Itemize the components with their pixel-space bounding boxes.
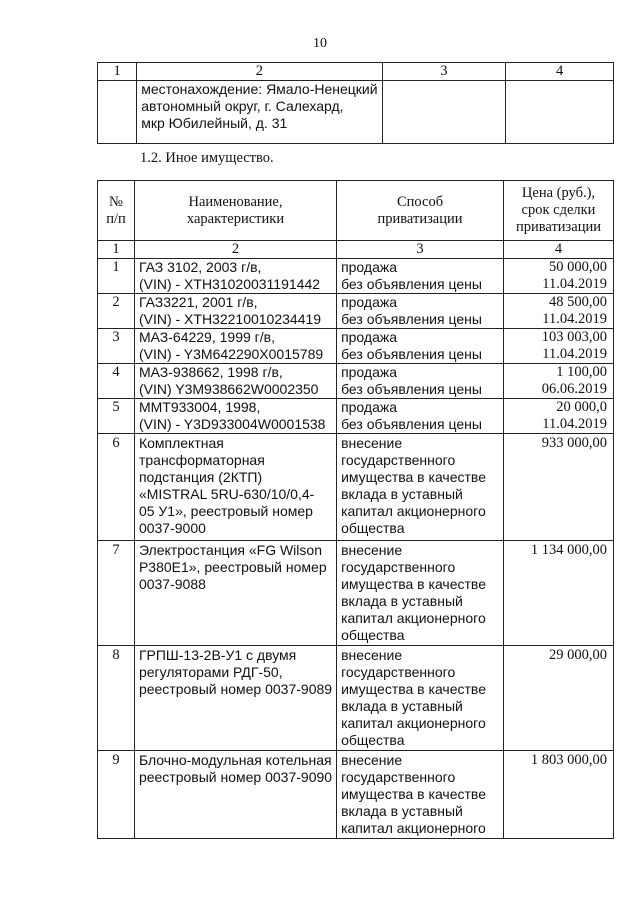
cell-line: без объявления цены: [341, 416, 482, 432]
price-and-date: [503, 434, 613, 541]
cell-line: «MISTRAL 5RU-630/10/0,4-: [138, 486, 315, 502]
item-name: [134, 259, 336, 294]
continued-table: [97, 62, 614, 144]
cell-line: государственного: [341, 559, 456, 575]
table-row: [98, 434, 614, 541]
cell-line: продажа: [341, 329, 398, 345]
cell-line: 11.04.2019: [542, 416, 607, 432]
table-row: [98, 259, 614, 294]
privatization-method: [337, 434, 504, 541]
table-cell: [98, 81, 137, 144]
cell-line: имущества в качестве: [341, 786, 486, 802]
cell-line: реестровый номер 0037-9089: [138, 681, 333, 697]
cell-line: общества: [341, 627, 405, 643]
privatization-method: [337, 751, 504, 839]
cell-line: вклада в уставный: [341, 698, 463, 714]
row-number: 3: [98, 329, 135, 364]
column-number: 4: [503, 241, 613, 259]
cell-line: 103 003,00: [541, 329, 607, 345]
cell-line: продажа: [341, 259, 398, 275]
price-and-date: [503, 751, 613, 839]
location-cell: [137, 81, 382, 144]
cell-line: внесение: [341, 435, 403, 451]
cell-line: капитал акционерного: [341, 715, 486, 731]
header-line: №: [109, 193, 123, 210]
property-table: [97, 180, 614, 839]
header-num: [98, 181, 135, 241]
row-number: 1: [98, 259, 135, 294]
cell-line: МАЗ-938662, 1998 г/в,: [138, 364, 283, 380]
cell-line: внесение: [341, 647, 403, 663]
header-cell: 3: [382, 63, 506, 81]
section-heading: 1.2. Иное имущество.: [140, 150, 274, 166]
cell-line: Электростанция «FG Wilson: [138, 542, 322, 558]
cell-line: подстанция (2КТП): [138, 469, 263, 485]
item-name: [134, 751, 336, 839]
header-line: Цена (руб.),: [521, 185, 596, 201]
cell-line: капитал акционерного: [341, 820, 486, 836]
item-name: [134, 294, 336, 329]
privatization-method: [337, 364, 504, 399]
row-number: 2: [98, 294, 135, 329]
cell-line: имущества в качестве: [341, 469, 486, 485]
cell-line: внесение: [341, 752, 403, 768]
cell-line: продажа: [341, 294, 398, 310]
row-number: 7: [98, 541, 135, 646]
cell-line: трансформаторная: [138, 452, 265, 468]
cell-line: (VIN) - XTH31020031191442: [138, 276, 321, 292]
header-line: приватизации: [377, 210, 463, 227]
cell-line: без объявления цены: [341, 381, 482, 397]
header-cell: 1: [98, 63, 137, 81]
cell-line: ГАЗ3221, 2001 г/в,: [138, 294, 258, 310]
header-line: характеристики: [186, 210, 285, 227]
cell-line: 29 000,00: [549, 647, 607, 663]
header-price: [503, 181, 613, 241]
cell-line: 933 000,00: [541, 435, 607, 451]
price-and-date: [503, 399, 613, 434]
item-name: [134, 399, 336, 434]
privatization-method: [337, 399, 504, 434]
cell-line: ММТ933004, 1998,: [138, 399, 261, 415]
cell-line: 1 803 000,00: [530, 752, 607, 768]
header-line: Наименование,: [188, 193, 283, 210]
column-number: 2: [134, 241, 336, 259]
table-row: [98, 399, 614, 434]
cell-line: продажа: [341, 399, 398, 415]
cell-line: 11.04.2019: [542, 346, 607, 362]
cell-line: капитал акционерного: [341, 503, 486, 519]
table-row: [98, 646, 614, 751]
table-row: [98, 329, 614, 364]
cell-line: имущества в качестве: [341, 576, 486, 592]
privatization-method: [337, 294, 504, 329]
cell-line: без объявления цены: [341, 276, 482, 292]
cell-line: Комплектная: [138, 435, 224, 451]
cell-line: (VIN) Y3M938662W0002350: [138, 381, 319, 397]
cell-line: вклада в уставный: [341, 803, 463, 819]
price-and-date: [503, 646, 613, 751]
cell-line: 48 500,00: [549, 294, 607, 310]
continued-table-header-row: [98, 63, 614, 81]
item-name: [134, 541, 336, 646]
cell-line: ГРПШ-13-2В-У1 с двумя: [138, 647, 297, 663]
column-number: 3: [337, 241, 504, 259]
header-line: приватизации: [515, 219, 601, 235]
column-number-row: [98, 241, 614, 259]
cell-line: 11.04.2019: [542, 311, 607, 327]
cell-line: имущества в качестве: [341, 681, 486, 697]
column-number: 1: [98, 241, 135, 259]
item-name: [134, 434, 336, 541]
header-cell: 4: [506, 63, 614, 81]
cell-line: (VIN) - Y3M642290X0015789: [138, 346, 324, 362]
cell-line: общества: [341, 732, 405, 748]
price-and-date: [503, 259, 613, 294]
cell-line: 20 000,0: [556, 399, 607, 415]
text-line: местонахождение: Ямало-Ненецкий: [141, 81, 378, 97]
header-line: Способ: [396, 193, 444, 210]
cell-line: 11.04.2019: [542, 276, 607, 292]
price-and-date: [503, 541, 613, 646]
cell-line: 05 У1», реестровый номер: [138, 503, 313, 519]
row-number: 5: [98, 399, 135, 434]
page-number: 10: [313, 36, 327, 51]
cell-line: государственного: [341, 664, 456, 680]
cell-line: Блочно-модульная котельная: [138, 752, 332, 768]
cell-line: вклада в уставный: [341, 593, 463, 609]
item-name: [134, 646, 336, 751]
cell-line: внесение: [341, 542, 403, 558]
cell-line: 0037-9000: [138, 520, 206, 536]
table-row: [98, 364, 614, 399]
cell-line: государственного: [341, 769, 456, 785]
cell-line: 06.06.2019: [541, 381, 607, 397]
table-cell: [382, 81, 506, 144]
cell-line: ГАЗ 3102, 2003 г/в,: [138, 259, 262, 275]
cell-line: регуляторами РДГ-50,: [138, 664, 283, 680]
cell-line: государственного: [341, 452, 456, 468]
text-line: автономный округ, г. Салехард,: [141, 98, 344, 114]
price-and-date: [503, 329, 613, 364]
cell-line: 0037-9088: [138, 576, 206, 592]
table-row: [98, 751, 614, 839]
cell-line: без объявления цены: [341, 346, 482, 362]
row-number: 6: [98, 434, 135, 541]
header-cell: 2: [137, 63, 382, 81]
cell-line: без объявления цены: [341, 311, 482, 327]
header-name: [134, 181, 336, 241]
table-row: [98, 541, 614, 646]
privatization-method: [337, 646, 504, 751]
cell-line: 1 134 000,00: [530, 542, 607, 558]
privatization-method: [337, 541, 504, 646]
table-header-row: [98, 181, 614, 241]
privatization-method: [337, 259, 504, 294]
cell-line: 1 100,00: [556, 364, 607, 380]
row-number: 9: [98, 751, 135, 839]
table-row: [98, 294, 614, 329]
cell-line: 50 000,00: [549, 259, 607, 275]
cell-line: капитал акционерного: [341, 610, 486, 626]
cell-line: (VIN) - Y3D933004W0001538: [138, 416, 326, 432]
continued-table-row: [98, 81, 614, 144]
header-line: п/п: [106, 210, 126, 227]
header-line: срок сделки: [521, 202, 596, 218]
item-name: [134, 329, 336, 364]
cell-line: P380E1», реестровый номер: [138, 559, 327, 575]
cell-line: МАЗ-64229, 1999 г/в,: [138, 329, 275, 345]
table-cell: [506, 81, 614, 144]
row-number: 8: [98, 646, 135, 751]
text-line: мкр Юбилейный, д. 31: [141, 115, 288, 131]
privatization-method: [337, 329, 504, 364]
cell-line: (VIN) - XTH32210010234419: [138, 311, 322, 327]
price-and-date: [503, 364, 613, 399]
cell-line: реестровый номер 0037-9090: [138, 769, 333, 785]
price-and-date: [503, 294, 613, 329]
cell-line: вклада в уставный: [341, 486, 463, 502]
cell-line: общества: [341, 520, 405, 536]
header-method: [337, 181, 504, 241]
cell-line: продажа: [341, 364, 398, 380]
item-name: [134, 364, 336, 399]
row-number: 4: [98, 364, 135, 399]
